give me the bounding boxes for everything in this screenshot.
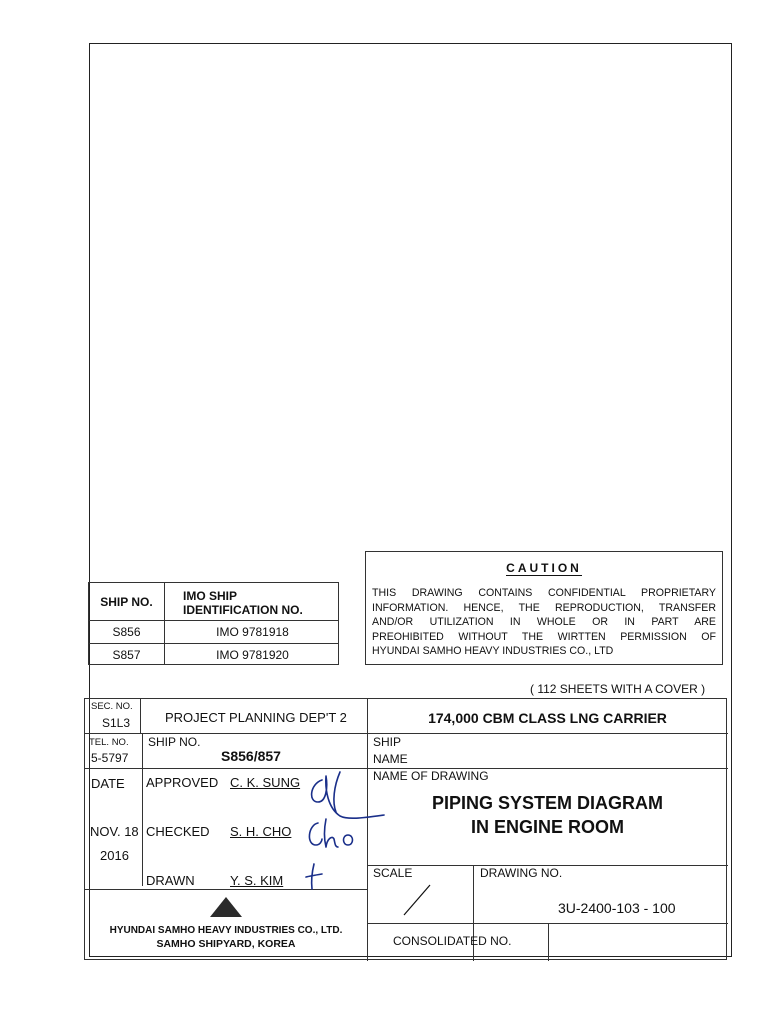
sheets-note: ( 112 SHEETS WITH A COVER ) [530,682,706,696]
approved-name: C. K. SUNG [230,775,301,790]
name-of-drawing-label: NAME OF DRAWING [373,769,489,783]
company-name: HYUNDAI SAMHO HEAVY INDUSTRIES CO., LTD. [109,925,343,936]
ship-no-value: S856/857 [221,748,281,764]
approved-signature [300,768,386,824]
drawn-signature [302,862,326,892]
company-logo-icon [209,896,243,918]
table-cell-ship: S857 [112,648,141,662]
ship-label: SHIP [373,735,402,749]
sec-no-label: SEC. NO. [91,701,133,712]
date-value-line1: NOV. 18 [90,824,139,839]
approved-label: APPROVED [146,775,219,790]
sec-no-value: S1L3 [102,716,131,730]
company-location: SAMHO SHIPYARD, KOREA [156,938,296,950]
ship-no-label: SHIP NO. [148,735,201,749]
title-block-divider [142,733,143,886]
checked-name: S. H. CHO [230,824,292,839]
caution-title: CAUTION [506,561,582,575]
table-cell-imo: IMO 9781920 [216,648,289,662]
caution-line: PREOHIBITED WITHOUT THE WIRTTEN PERMISSION OF [372,630,716,643]
checked-label: CHECKED [146,824,210,839]
ship-identification-table [88,582,339,665]
table-cell-ship: S856 [112,625,141,639]
date-label: DATE [91,776,125,791]
title-block-divider [140,699,141,733]
drawing-title-line2: IN ENGINE ROOM [470,817,624,837]
caution-text [372,586,716,659]
project-title: 174,000 CBM CLASS LNG CARRIER [428,710,667,726]
scale-mark [400,882,434,918]
drawing-no-label: DRAWING NO. [480,866,563,880]
imo-header-line2: IDENTIFICATION NO. [183,602,303,617]
imo-header-line1: IMO SHIP [183,588,238,603]
drawn-label: DRAWN [146,873,195,888]
imo-header [165,585,340,620]
title-block-divider [548,923,549,961]
consolidated-no-label: CONSOLIDATED NO. [393,934,512,948]
title-block-divider [85,733,728,734]
tel-no-label: TEL. NO. [89,737,129,748]
caution-line: INFORMATION. HENCE, THE REPRODUCTION, TRANSFER [372,601,716,614]
tel-no-value: 5-5797 [91,751,129,765]
name-label: NAME [373,752,408,766]
checked-signature [304,817,358,853]
department: PROJECT PLANNING DEP'T 2 [165,710,347,725]
date-value-line2: 2016 [100,848,129,863]
scale-label: SCALE [373,866,413,880]
caution-line: AND/OR UTILIZATION IN WHOLE OR IN PART ARE [372,616,716,628]
caution-box [365,551,723,665]
drawing-title-line1: PIPING SYSTEM DIAGRAM [431,793,664,813]
caution-line: HYUNDAI SAMHO HEAVY INDUSTRIES CO., LTD [372,645,614,657]
drawn-name: Y. S. KIM [230,873,284,888]
ship-no-header: SHIP NO. [100,594,153,609]
table-cell-imo: IMO 9781918 [216,625,289,639]
caution-line: THIS DRAWING CONTAINS CONFIDENTIAL PROPRIETARY [372,587,716,599]
title-block [84,698,727,960]
drawing-no-value: 3U-2400-103 - 100 [558,900,676,916]
